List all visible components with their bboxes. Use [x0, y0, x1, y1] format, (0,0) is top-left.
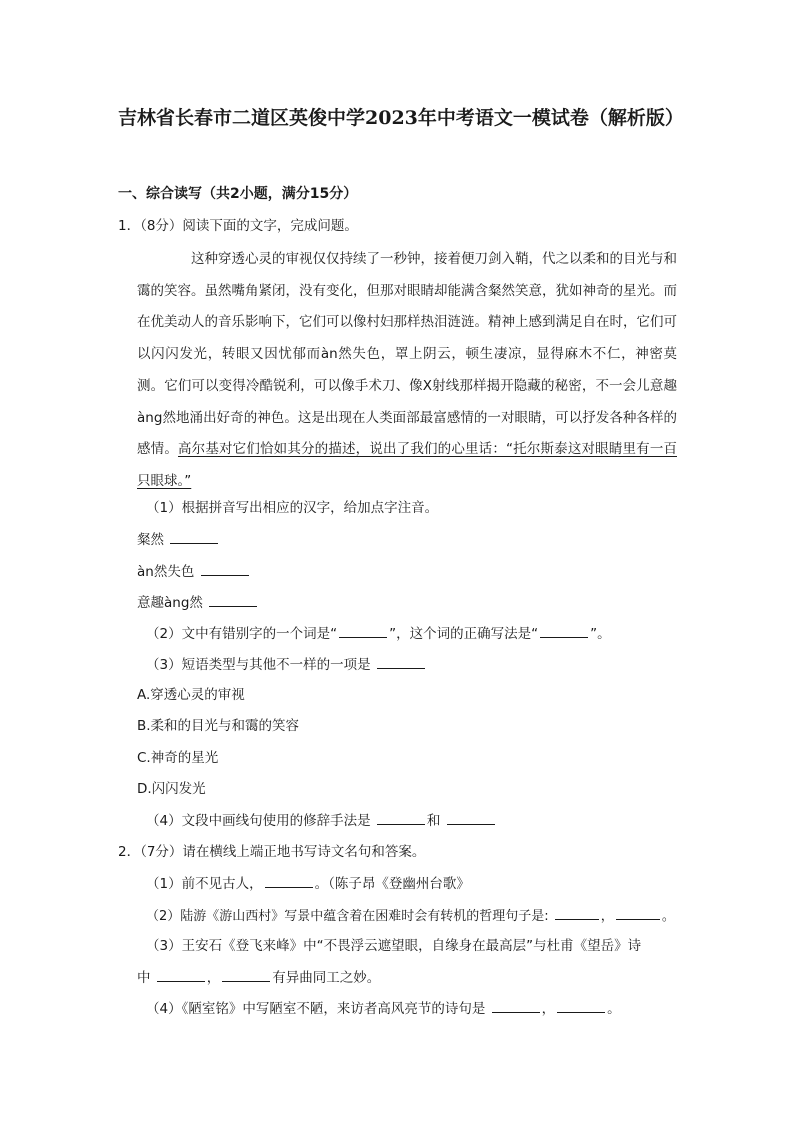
item-b-label: àn然失色 [137, 564, 195, 580]
q1-item-a [137, 529, 220, 550]
item-a-label: 粲然 [137, 532, 164, 548]
option-c: C.神奇的星光 [137, 750, 219, 766]
answer-blank[interactable] [170, 529, 218, 544]
section-heading: 一、综合读写（共2小题，满分15分） [118, 186, 358, 202]
passage-text: 这种穿透心灵的审视仅仅持续了一秒钟，接着便刀剑入鞘，代之以柔和的目光与和霭的笑容。虽然嘴角紧闭，没有变化，但那对眼睛却能满含粲然笑意，犹如神奇的星光。而在优美动人的音乐影响下，它们可以像村妇那样热泪涟涟。精神上感到满足自在时，它们可以闪闪发光，转眼又因忧郁而àn然失色，罩上阴云，顿生凄凉，显得麻木不仁，神密莫测。它们可以变得冷酷锐利，可以像手术刀、像X射线那样揭开隐藏的秘密，不一会儿意趣àng然地涌出好奇的神色。这是出现在人类面部最富感情的一对眼睛，可以抒发各种各样的感情。 [137, 251, 677, 458]
answer-blank[interactable] [265, 873, 313, 888]
q1-item-b [137, 561, 251, 582]
q2-sub3-text-b: 中 [137, 970, 151, 986]
answer-blank[interactable] [339, 623, 387, 638]
answer-blank[interactable] [209, 592, 257, 607]
answer-blank[interactable] [222, 967, 270, 982]
option-d: D.闪闪发光 [137, 781, 206, 797]
q1-sub3 [146, 654, 427, 675]
q2-sub1-text-b: 。（陈子昂《登幽州台歌》 [314, 876, 470, 892]
q2-sub2 [146, 905, 675, 927]
q2-sub2-text: （2）陆游《游山西村》写景中蕴含着在困难时会有转机的哲理句子是: [146, 909, 549, 924]
q1-sub4 [146, 810, 497, 831]
answer-blank[interactable] [540, 623, 588, 638]
sub2-text-a: （2）文中有错别字的一个词是“ [146, 626, 338, 642]
period: 。 [607, 1001, 621, 1017]
q2-sub3-line2 [137, 967, 380, 988]
q1-sub1: （1）根据拼音写出相应的汉字，给加点字注音。 [146, 500, 439, 516]
answer-blank[interactable] [377, 810, 425, 825]
comma: ， [541, 1001, 556, 1017]
underlined-sentence: 高尔基对它们恰如其分的描述，说出了我们的心里话：“托尔斯泰这对眼睛里有一百只眼球。” [137, 441, 677, 489]
question-2-stem: 2．（7分）请在横线上端正地书写诗文名句和答案。 [118, 844, 426, 860]
sub4-text-a: （4）文段中画线句使用的修辞手法是 [146, 813, 371, 829]
q2-sub1-text-a: （1）前不见古人， [146, 876, 263, 892]
answer-blank[interactable] [201, 561, 249, 576]
page-title: 吉林省长春市二道区英俊中学2023年中考语文一模试卷（解析版） [118, 107, 684, 129]
q2-sub1 [146, 873, 470, 894]
answer-blank[interactable] [616, 905, 660, 920]
answer-blank[interactable] [447, 810, 495, 825]
q1-item-c [137, 592, 259, 613]
sub2-text-b: ”，这个词的正确写法是“ [389, 626, 539, 642]
q2-sub4-text: （4）《陋室铭》中写陋室不陋，来访者高风亮节的诗句是 [146, 1001, 486, 1017]
answer-blank[interactable] [377, 654, 425, 669]
period: 。 [661, 909, 675, 924]
answer-blank[interactable] [492, 998, 540, 1013]
q2-sub4 [146, 998, 621, 1019]
sub3-text: （3）短语类型与其他不一样的一项是 [146, 657, 371, 673]
q2-sub3-text-c: 有异曲同工之妙。 [272, 970, 381, 986]
option-b: B.柔和的目光与和霭的笑容 [137, 718, 300, 734]
comma: ， [600, 909, 614, 924]
q1-sub2 [146, 623, 611, 644]
option-a: A.穿透心灵的审视 [137, 687, 245, 703]
answer-blank[interactable] [157, 967, 205, 982]
sub4-text-b: 和 [426, 813, 441, 829]
question-1-stem: 1．（8分）阅读下面的文字，完成问题。 [118, 218, 358, 234]
item-c-label: 意趣àng然 [137, 595, 203, 611]
answer-blank[interactable] [557, 998, 605, 1013]
q2-sub3-line1: （3）王安石《登飞来峰》中“不畏浮云遮望眼，自缘身在最高层”与杜甫《望岳》诗 [146, 938, 642, 954]
comma: ， [206, 970, 221, 986]
reading-passage [137, 244, 677, 498]
sub2-text-c: ”。 [590, 626, 611, 642]
answer-blank[interactable] [555, 905, 599, 920]
